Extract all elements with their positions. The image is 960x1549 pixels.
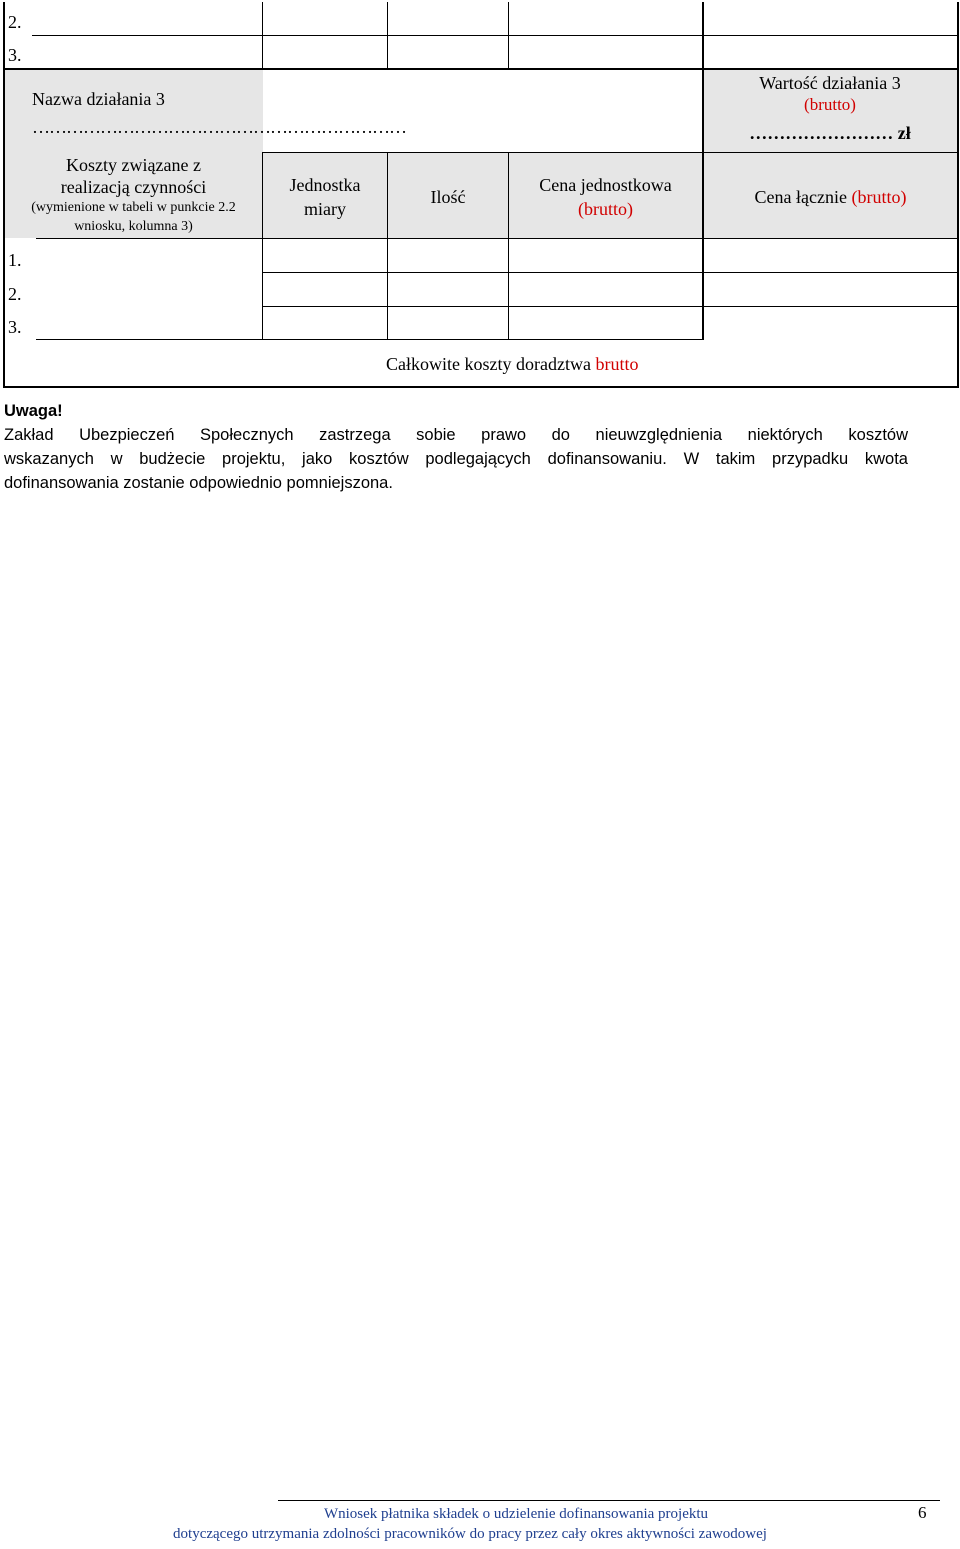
currency: zł (897, 123, 911, 143)
row-number: 3. (8, 317, 22, 337)
header-unit: Jednostka miary (289, 175, 361, 219)
page-number: 6 (918, 1503, 927, 1522)
note-heading: Uwaga! (4, 402, 63, 420)
action-title: Nazwa działania 3 (32, 89, 165, 109)
total-costs-label: Całkowite koszty doradztwa brutto (386, 354, 639, 374)
action-value (703, 72, 957, 146)
action-name-dots: ………………………………………………………… (32, 117, 406, 137)
header-quantity: Ilość (430, 187, 466, 207)
header-unit-price: Cena jednostkowa (brutto) (539, 175, 672, 219)
note-section (4, 399, 908, 495)
note-text: wskazanych w budżecie projektu, jako kosztów podlegających dofinansowaniu. W takim przypadku kwota (4, 450, 908, 468)
row-number: 1. (8, 250, 22, 270)
row-number: 2. (8, 12, 22, 32)
header-costs: Koszty związane z realizacją czynności (wymienione w tabeli w punkcie 2.2 wniosku, kolumna 3) (31, 155, 236, 234)
footer-line: Wniosek płatnika składek o udzielenie dofinansowania projektu (323, 1506, 709, 1522)
header-total-price: Cena łącznie (brutto) (754, 187, 907, 207)
footer-line: dotyczącego utrzymania zdolności pracowników do pracy przez cały okres aktywności zawodowej (173, 1526, 767, 1542)
note-text: dofinansowania zostanie odpowiednio pomniejszona. (4, 474, 393, 492)
row-number: 2. (8, 284, 22, 304)
action-value-label: Wartość działania 3 (759, 73, 901, 93)
note-text: Zakład Ubezpieczeń Społecznych zastrzega sobie prawo do nieuwzględnienia niektórych kosztów (4, 426, 908, 444)
row-number: 3. (8, 45, 22, 65)
action-value-amount: …………………… zł (749, 123, 911, 143)
action-value-brutto: (brutto) (804, 95, 856, 114)
